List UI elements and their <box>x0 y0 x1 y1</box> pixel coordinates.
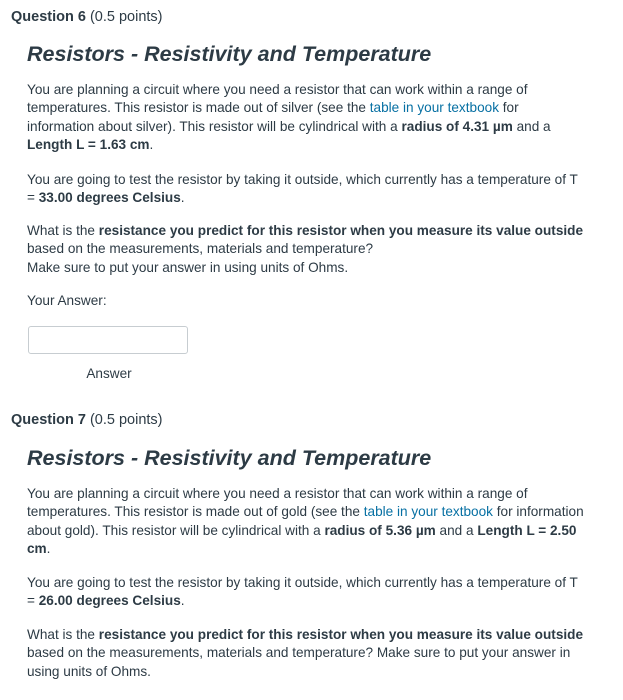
textbook-table-link[interactable]: table in your textbook <box>369 100 499 116</box>
your-answer-label: Your Answer: <box>27 293 107 308</box>
question-7-header <box>11 412 163 428</box>
question-number: Question 7 <box>11 412 86 428</box>
radius-value: radius of 5.36 µm <box>324 522 436 538</box>
question-7-paragraph-2: You are going to test the resistor by taking it outside, which currently has a temperature of T = 26.00 degrees Celsius. <box>27 575 578 609</box>
question-6-paragraph-3: What is the resistance you predict for this resistor when you measure its value outside based on the measurements, materials and temperature? Make sure to put your answer in using units of Ohms. <box>27 223 584 275</box>
question-points: (0.5 points) <box>89 9 163 25</box>
temperature-value: 33.00 degrees Celsius <box>38 190 181 206</box>
answer-input[interactable] <box>28 326 188 354</box>
question-7-paragraph-1: You are planning a circuit where you need a resistor that can work within a range of temperatures. This resistor is made out of gold (see the table in your textbook for information about gold). This resistor will be cylindrical with a radius of 5.36 µm and a Length L = 2.50 cm. <box>27 486 584 556</box>
length-value: Length L = 1.63 cm <box>27 136 150 152</box>
textbook-table-link[interactable]: table in your textbook <box>363 504 493 520</box>
length-value: Length L = 2.50 cm <box>27 522 577 556</box>
temperature-value: 26.00 degrees Celsius <box>38 593 181 609</box>
question-points: (0.5 points) <box>89 412 163 428</box>
question-6-paragraph-1: You are planning a circuit where you need a resistor that can work within a range of temperatures. This resistor is made out of silver (see the table in your textbook for information about silver). This resistor will be cylindrical with a radius of 4.31 µm and a Length L = 1.63 cm. <box>27 82 551 152</box>
question-7-title: Resistors - Resistivity and Temperature <box>27 446 432 470</box>
question-6-title: Resistors - Resistivity and Temperature <box>27 42 432 66</box>
question-number: Question 6 <box>11 9 86 25</box>
question-7-paragraph-3: What is the resistance you predict for this resistor when you measure its value outside based on the measurements, materials and temperature? Make sure to put your answer in using units of Ohms. <box>27 627 584 679</box>
radius-value: radius of 4.31 µm <box>401 118 513 134</box>
question-6-header <box>11 9 163 25</box>
question-6-paragraph-2: You are going to test the resistor by taking it outside, which currently has a temperature of T = 33.00 degrees Celsius. <box>27 172 578 206</box>
answer-caption: Answer <box>86 366 132 381</box>
